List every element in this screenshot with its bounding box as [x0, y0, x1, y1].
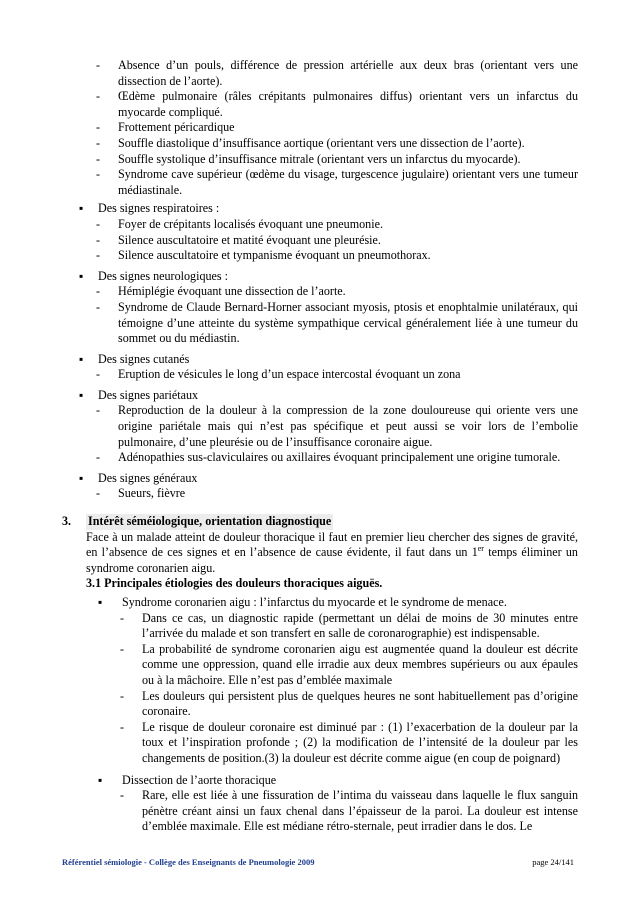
list-item: - Rare, elle est liée à une fissuration de l’intima du vaisseau dans laquelle le flux sanguin pénètre créant ainsi un faux chenal dans l’épaisseur de la paroi. La douleur est intense d’emblée maximale. Elle est médiane rétro-sternale, peut irradier dans le dos. Le	[120, 788, 578, 835]
signs-list	[62, 201, 578, 502]
list-item: - Absence d’un pouls, différence de pression artérielle aux deux bras (orientant vers une dissection de l’aorte).	[96, 58, 578, 89]
list-item: - Le risque de douleur coronaire est diminué par : (1) l’exacerbation de la douleur par la toux et l’inspiration profonde ; (2) la modification de l’intensité de la douleur par les changements de position.(3) la douleur est décrite comme aigue (en coup de poignard)	[120, 720, 578, 767]
signs-group-cutaneous	[62, 352, 578, 383]
list-item: - Sueurs, fièvre	[96, 486, 578, 502]
etiology-acute-coronary	[86, 595, 578, 767]
section-number: 3.	[62, 514, 72, 529]
intro-text-b: temps éliminer un syndrome coronarien aigu.	[86, 545, 578, 575]
group-title: ▪ Des signes pariétaux	[98, 387, 199, 402]
intro-superscript: er	[477, 544, 484, 554]
etiology-items	[120, 611, 578, 767]
group-title: ▪ Des signes neurologiques :	[98, 268, 228, 283]
group-title: ▪ Des signes cutanés	[98, 351, 190, 366]
footer-reference: Référentiel sémiologie - Collège des Enseignants de Pneumologie 2009	[62, 857, 315, 867]
section-title: Intérêt séméiologique, orientation diagnostique	[88, 514, 332, 529]
list-item: - Souffle diastolique d’insuffisance aortique (orientant vers une dissection de l’aorte).	[96, 136, 578, 152]
group-items	[96, 403, 578, 465]
etiology-title: ▪ Syndrome coronarien aigu : l’infarctus du myocarde et le syndrome de menace.	[122, 595, 507, 609]
group-items	[96, 367, 578, 383]
etiologies-list	[86, 595, 578, 835]
etiology-aortic-dissection	[86, 773, 578, 835]
list-item: - Hémiplégie évoquant une dissection de l’aorte.	[96, 284, 578, 300]
signs-group-respiratory	[62, 201, 578, 263]
list-item: - Frottement péricardique	[96, 120, 578, 136]
group-items	[96, 486, 578, 502]
signs-group-neurological	[62, 269, 578, 347]
top-dash-list	[96, 58, 578, 198]
list-item: - Eruption de vésicules le long d’un espace intercostal évoquant un zona	[96, 367, 578, 383]
list-item: - Syndrome de Claude Bernard-Horner associant myosis, ptosis et enophtalmie unilatéraux, qui témoigne d’une atteinte du système sympathique cervical généralement liée à une tumeur du sommet ou du médiastin.	[96, 300, 578, 347]
group-title: ▪ Des signes généraux	[98, 470, 198, 485]
list-item: - Silence auscultatoire et tympanisme évoquant un pneumothorax.	[96, 248, 578, 264]
list-item: - Adénopathies sus-claviculaires ou axillaires évoquant principalement une origine tumorale.	[96, 450, 578, 466]
list-item: - Foyer de crépitants localisés évoquant une pneumonie.	[96, 217, 578, 233]
etiology-title: ▪ Dissection de l’aorte thoracique	[122, 772, 277, 787]
subsection-heading: 3.1 Principales étiologies des douleurs thoraciques aiguës.	[86, 576, 383, 591]
group-title: ▪ Des signes respiratoires :	[98, 201, 220, 216]
list-item: - Silence auscultatoire et matité évoquant une pleurésie.	[96, 233, 578, 249]
list-item: - Souffle systolique d’insuffisance mitrale (orientant vers un infarctus du myocarde).	[96, 152, 578, 168]
list-item: - Œdème pulmonaire (râles crépitants pulmonaires diffus) orientant vers un infarctus du myocarde compliqué.	[96, 89, 578, 120]
etiology-items	[120, 788, 578, 835]
list-item: - Syndrome cave supérieur (œdème du visage, turgescence jugulaire) orientant vers une tumeur médiastinale.	[96, 167, 578, 198]
group-items	[96, 284, 578, 346]
section-intro	[86, 530, 578, 577]
intro-text-a: Face à un malade atteint de douleur thoracique il faut en premier lieu chercher des signes de gravité, en l’absence de ces signes et en l’absence de cause évidente, il faut dans un 1	[86, 529, 578, 560]
group-items	[96, 217, 578, 264]
signs-group-parietal	[62, 388, 578, 466]
section-heading	[62, 514, 578, 530]
signs-group-general	[62, 471, 578, 502]
page-content	[62, 58, 578, 835]
page-footer	[62, 857, 578, 867]
list-item: - Dans ce cas, un diagnostic rapide (permettant un délai de moins de 30 minutes entre l’arrivée du malade et son transfert en salle de coronarographie) est indispensable.	[120, 611, 578, 642]
list-item: - La probabilité de syndrome coronarien aigu est augmentée quand la douleur est décrite comme une oppression, quand elle irradie aux deux membres supérieurs ou aux épaules ou à la mâchoire. Elle n’est pas d’emblée maximale	[120, 642, 578, 689]
page-number: page 24/141	[532, 857, 574, 867]
list-item: - Les douleurs qui persistent plus de quelques heures ne sont habituellement pas d’origine coronaire.	[120, 689, 578, 720]
list-item: - Reproduction de la douleur à la compression de la zone douloureuse qui oriente vers une origine pariétale mais qui n’est pas spécifique et peut aussi se voir lors de l’embolie pulmonaire, d’une pleurésie ou de l’insuffisance coronaire aigue.	[96, 403, 578, 450]
